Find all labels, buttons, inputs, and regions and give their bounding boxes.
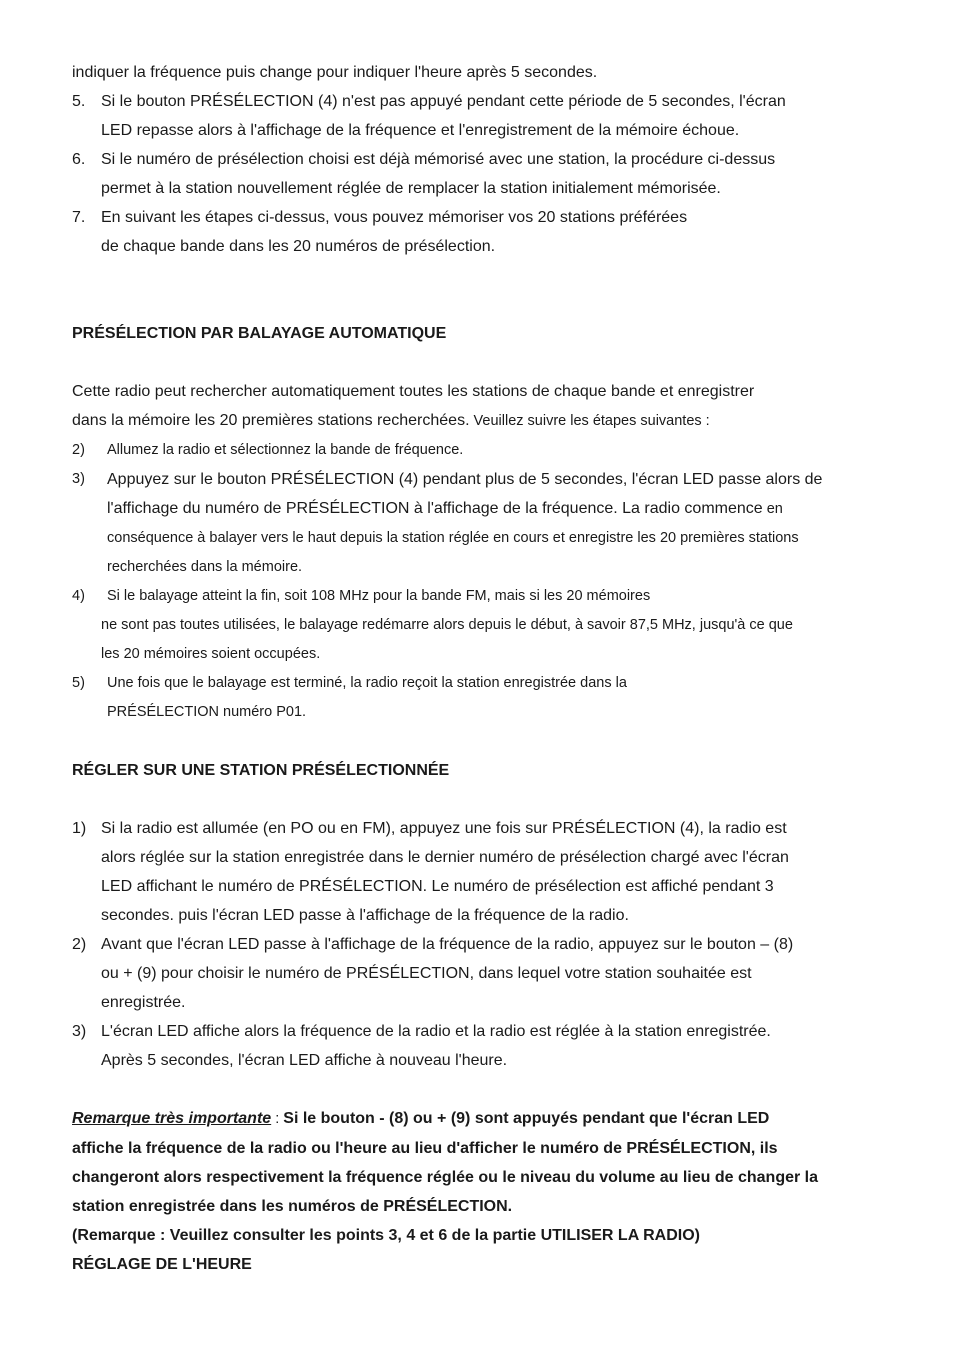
- item-line: Si le numéro de présélection choisi est déjà mémorisé avec une station, la procédure ci-dessus: [101, 151, 776, 168]
- note-line: changeront alors respectivement la fréquence réglée ou le niveau du volume au lieu de changer la: [72, 1169, 819, 1186]
- note-line: [72, 1104, 884, 1134]
- item-line: Après 5 secondes, l'écran LED affiche à nouveau l'heure.: [101, 1052, 508, 1069]
- item-number: 4): [72, 588, 85, 604]
- item-line: ou + (9) pour choisir le numéro de PRÉSÉLECTION, dans lequel votre station souhaitée est: [101, 965, 752, 982]
- important-note: [72, 1104, 884, 1279]
- paragraph-text: dans la mémoire les 20 premières stations recherchées.: [72, 412, 470, 429]
- item-number: 5.: [72, 93, 86, 110]
- item-line: de chaque bande dans les 20 numéros de présélection.: [101, 238, 496, 255]
- item-line: ne sont pas toutes utilisées, le balayage redémarre alors depuis le début, à savoir 87,5 MHz, jusqu'à ce que: [101, 617, 793, 633]
- item-line: Allumez la radio et sélectionnez la bande de fréquence.: [107, 442, 464, 458]
- item-line: Si la radio est allumée (en PO ou en FM), appuyez une fois sur PRÉSÉLECTION (4), la radio est: [101, 820, 787, 837]
- item-line: alors réglée sur la station enregistrée dans le dernier numéro de présélection chargé avec l'écran: [101, 849, 789, 866]
- note-reference: (Remarque : Veuillez consulter les points 3, 4 et 6 de la partie UTILISER LA RADIO): [72, 1227, 700, 1244]
- document-page: [72, 58, 884, 1279]
- item-text-small: en: [762, 501, 783, 517]
- list-item: [72, 814, 884, 930]
- item-line: LED repasse alors à l'affichage de la fréquence et l'enregistrement de la mémoire échoue.: [101, 122, 740, 139]
- item-number: 7.: [72, 209, 86, 226]
- item-number: 5): [72, 675, 85, 691]
- list-item: [72, 1017, 884, 1075]
- list-item: [72, 582, 884, 611]
- item-text: l'affichage du numéro de PRÉSÉLECTION à l'affichage de la fréquence. La radio commence: [107, 500, 763, 517]
- item-line: conséquence à balayer vers le haut depuis la station réglée en cours et enregistre les 20 premières stations: [107, 530, 799, 546]
- item-line: En suivant les étapes ci-dessus, vous pouvez mémoriser vos 20 stations préférées: [101, 209, 688, 226]
- item-number: 1): [72, 820, 87, 837]
- item-line: les 20 mémoires soient occupées.: [101, 646, 321, 662]
- item-line: LED affichant le numéro de PRÉSÉLECTION. Le numéro de présélection est affiché pendant 3: [101, 878, 774, 895]
- list-item: [72, 87, 884, 145]
- section-heading-auto-scan: PRÉSÉLECTION PAR BALAYAGE AUTOMATIQUE: [72, 325, 447, 342]
- item-line: enregistrée.: [101, 994, 186, 1011]
- item-line: Appuyez sur le bouton PRÉSÉLECTION (4) pendant plus de 5 secondes, l'écran LED passe alors de: [107, 471, 823, 488]
- paragraph-text-small: Veuillez suivre les étapes suivantes :: [469, 413, 710, 429]
- item-number: 2): [72, 936, 87, 953]
- auto-scan-paragraph-line: Cette radio peut rechercher automatiquement toutes les stations de chaque bande et enregistrer: [72, 383, 755, 400]
- item-number: 3): [72, 471, 85, 487]
- auto-scan-steps-list: [72, 436, 884, 727]
- item-line: PRÉSÉLECTION numéro P01.: [107, 704, 307, 720]
- item-number: 6.: [72, 151, 86, 168]
- preset-steps-list: [72, 87, 884, 261]
- auto-scan-paragraph-line: [72, 406, 884, 436]
- item-number: 2): [72, 442, 85, 458]
- list-item: [72, 465, 884, 582]
- list-item: [72, 145, 884, 203]
- item-line: [107, 494, 822, 524]
- item-line: Si le bouton PRÉSÉLECTION (4) n'est pas appuyé pendant cette période de 5 secondes, l'écran: [101, 93, 786, 110]
- list-item: [72, 930, 884, 1017]
- item-line: Avant que l'écran LED passe à l'affichage de la fréquence de la radio, appuyez sur le bouton – (8): [101, 936, 794, 953]
- section-heading-clock: RÉGLAGE DE L'HEURE: [72, 1256, 252, 1273]
- item-line: Si le balayage atteint la fin, soit 108 MHz pour la bande FM, mais si les 20 mémoires: [107, 588, 651, 604]
- item-line: Une fois que le balayage est terminé, la radio reçoit la station enregistrée dans la: [107, 675, 627, 691]
- tune-preset-steps-list: [72, 814, 884, 1075]
- item-line: permet à la station nouvellement réglée de remplacer la station initialement mémorisée.: [101, 180, 721, 197]
- note-text: Si le bouton - (8) ou + (9) sont appuyés pendant que l'écran LED: [283, 1110, 770, 1127]
- list-item: [72, 436, 884, 465]
- intro-line: indiquer la fréquence puis change pour indiquer l'heure après 5 secondes.: [72, 64, 598, 81]
- item-line: secondes. puis l'écran LED passe à l'affichage de la fréquence de la radio.: [101, 907, 629, 924]
- note-separator: :: [271, 1111, 284, 1127]
- note-label: Remarque très importante: [72, 1110, 272, 1127]
- item-number: 3): [72, 1023, 87, 1040]
- list-item: [72, 669, 884, 727]
- section-heading-tune-preset: RÉGLER SUR UNE STATION PRÉSÉLECTIONNÉE: [72, 762, 450, 779]
- note-line: affiche la fréquence de la radio ou l'heure au lieu d'afficher le numéro de PRÉSÉLECTION, ils: [72, 1140, 778, 1157]
- list-item: [72, 203, 884, 261]
- note-line: station enregistrée dans les numéros de PRÉSÉLECTION.: [72, 1198, 513, 1215]
- item-line: recherchées dans la mémoire.: [107, 559, 303, 575]
- item-line: L'écran LED affiche alors la fréquence de la radio et la radio est réglée à la station enregistrée.: [101, 1023, 771, 1040]
